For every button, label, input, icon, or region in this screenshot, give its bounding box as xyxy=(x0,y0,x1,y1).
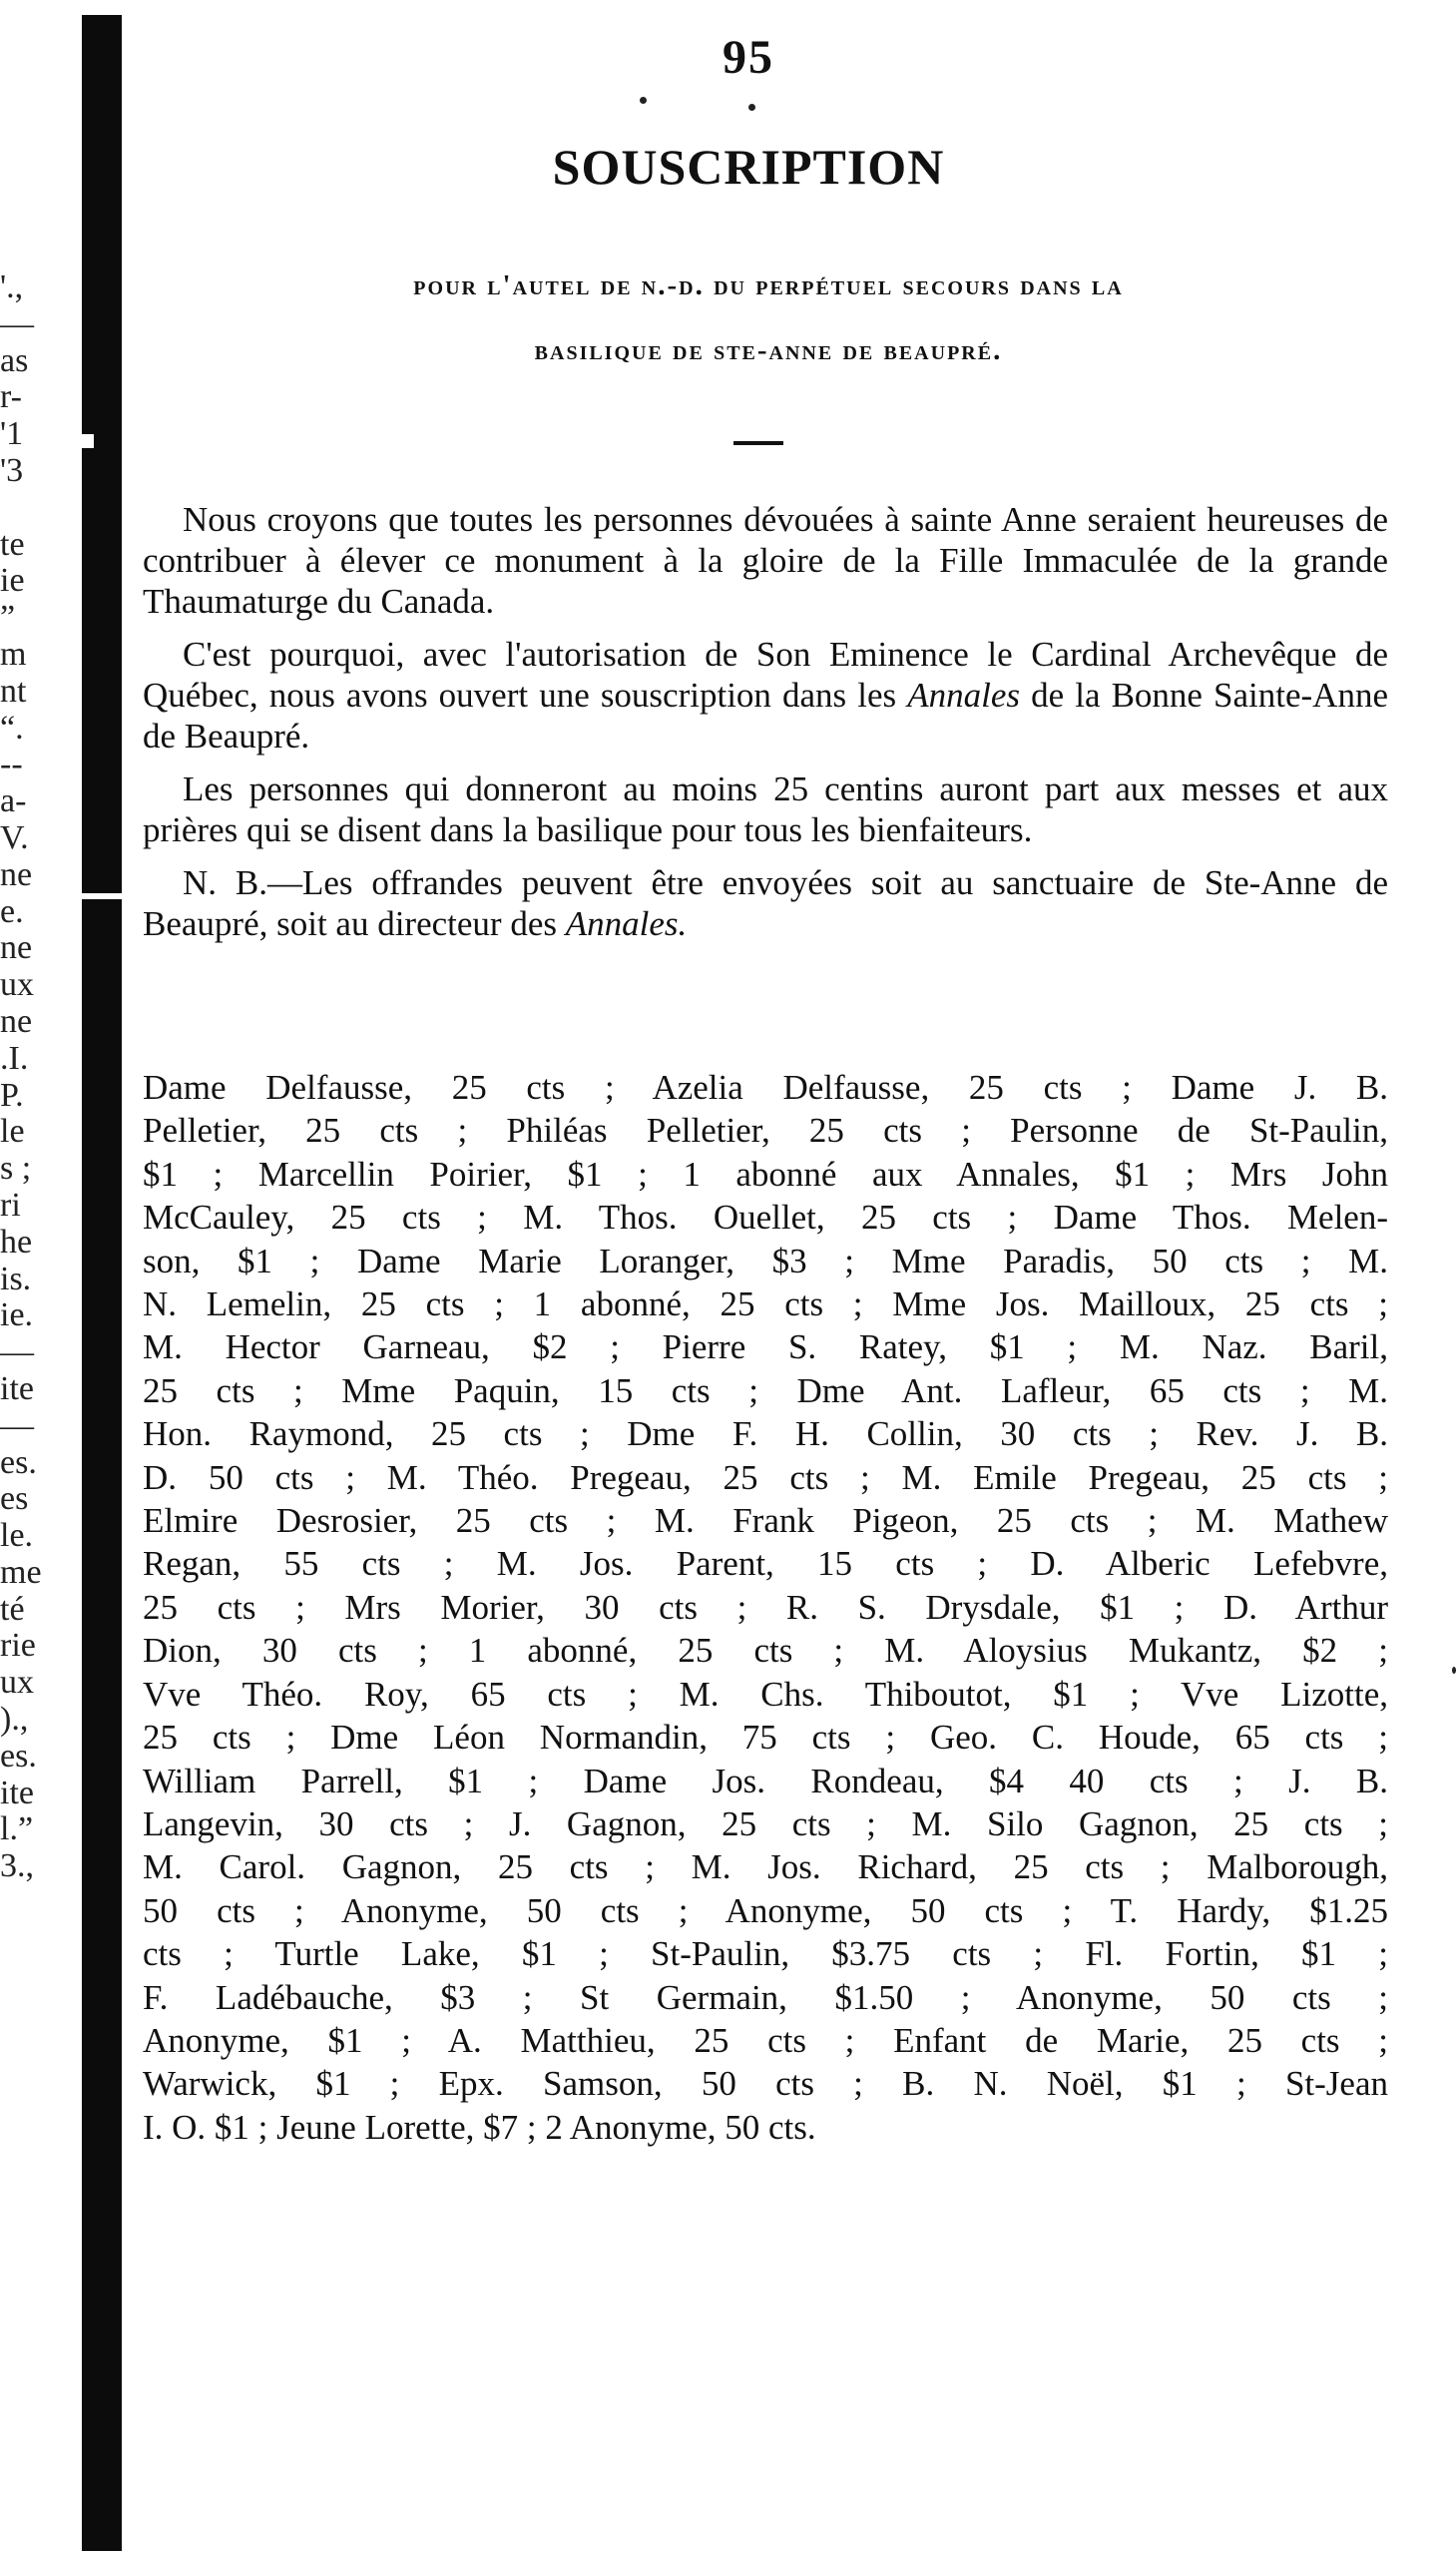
speck-mark xyxy=(640,97,647,104)
margin-fragment: ite xyxy=(0,1370,34,1407)
annales-italic: Annales xyxy=(907,676,1020,715)
margin-fragment: — xyxy=(0,305,34,342)
margin-fragment: es. xyxy=(0,1738,37,1775)
intro-text xyxy=(143,499,1388,956)
margin-fragment: rie xyxy=(0,1628,36,1665)
donor-line: Pelletier, 25 cts ; Philéas Pelletier, 25 cts ; Personne de St-Paulin, xyxy=(143,1111,1388,1151)
annales-italic: Annales. xyxy=(565,904,688,943)
donor-line: cts ; Turtle Lake, $1 ; St-Paulin, $3.75 cts ; Fl. Fortin, $1 ; xyxy=(143,1934,1388,1974)
donor-line: Anonyme, $1 ; A. Matthieu, 25 cts ; Enfant de Marie, 25 cts ; xyxy=(143,2020,1388,2060)
previous-page-margin-fragments xyxy=(0,269,80,1885)
margin-fragment: ne xyxy=(0,856,33,893)
donor-line: Warwick, $1 ; Epx. Samson, 50 cts ; B. N. Noël, $1 ; St-Jean xyxy=(143,2064,1388,2104)
margin-fragment: ux xyxy=(0,1665,34,1702)
margin-fragment: P. xyxy=(0,1077,24,1114)
margin-fragment: a- xyxy=(0,783,27,820)
margin-fragment: — xyxy=(0,1334,34,1371)
margin-fragment: nt xyxy=(0,673,27,710)
margin-fragment: as xyxy=(0,342,29,379)
donor-line: Dame Delfausse, 25 cts ; Azelia Delfausse, 25 cts ; Dame J. B. xyxy=(143,1068,1388,1107)
donor-line: $1 ; Marcellin Poirier, $1 ; 1 abonné aux Annales, $1 ; Mrs John xyxy=(143,1154,1388,1194)
donor-line: son, $1 ; Dame Marie Loranger, $3 ; Mme Paradis, 50 cts ; M. xyxy=(143,1241,1388,1280)
margin-fragment: “. xyxy=(0,710,24,747)
donor-line: McCauley, 25 cts ; M. Thos. Ouellet, 25 cts ; Dame Thos. Melen- xyxy=(143,1198,1388,1238)
margin-fragment: ” xyxy=(0,600,16,637)
donor-line: D. 50 cts ; M. Théo. Pregeau, 25 cts ; M. Emile Pregeau, 25 cts ; xyxy=(143,1457,1388,1497)
donor-line: Langevin, 30 cts ; J. Gagnon, 25 cts ; M. Silo Gagnon, 25 cts ; xyxy=(143,1803,1388,1843)
donor-line: Dion, 30 cts ; 1 abonné, 25 cts ; M. Aloysius Mukantz, $2 ; xyxy=(143,1631,1388,1671)
page-gutter-shadow xyxy=(82,15,122,2551)
margin-fragment: -- xyxy=(0,747,23,783)
margin-fragment: s ; xyxy=(0,1151,32,1188)
intro-paragraph: Nous croyons que toutes les personnes dévouées à sainte Anne seraient heureuses de contribuer à élever ce monument à la gloire de la Fille Immaculée de la grande Thaumaturge du Canada. xyxy=(143,500,1388,621)
margin-fragment: V. xyxy=(0,819,29,856)
donor-line: F. Ladébauche, $3 ; St Germain, $1.50 ; Anonyme, 50 cts ; xyxy=(143,1977,1388,2017)
margin-fragment: he xyxy=(0,1224,33,1261)
margin-fragment: ite xyxy=(0,1775,34,1811)
margin-fragment: ne xyxy=(0,930,33,967)
donor-line: M. Carol. Gagnon, 25 cts ; M. Jos. Richard, 25 cts ; Malborough, xyxy=(143,1847,1388,1887)
margin-fragment: le xyxy=(0,1114,25,1151)
donor-line: Hon. Raymond, 25 cts ; Dme F. H. Collin, 30 cts ; Rev. J. B. xyxy=(143,1414,1388,1454)
margin-fragment: es. xyxy=(0,1444,37,1481)
donor-line: 25 cts ; Mme Paquin, 15 cts ; Dme Ant. Lafleur, 65 cts ; M. xyxy=(143,1370,1388,1410)
speck-mark xyxy=(1452,1667,1456,1674)
margin-fragment: té xyxy=(0,1591,25,1628)
margin-fragment: l.” xyxy=(0,1811,34,1848)
margin-fragment: te xyxy=(0,526,25,563)
margin-fragment: e. xyxy=(0,893,24,930)
margin-fragment: '., xyxy=(0,269,24,305)
margin-fragment xyxy=(0,490,80,527)
donor-line: 25 cts ; Mrs Morier, 30 cts ; R. S. Drysdale, $1 ; D. Arthur xyxy=(143,1587,1388,1627)
page-title: SOUSCRIPTION xyxy=(552,139,945,195)
margin-fragment: m xyxy=(0,636,27,673)
margin-fragment: le. xyxy=(0,1518,34,1555)
margin-fragment: ie xyxy=(0,563,25,600)
donor-line: 50 cts ; Anonyme, 50 cts ; Anonyme, 50 cts ; T. Hardy, $1.25 xyxy=(143,1890,1388,1930)
section-divider xyxy=(733,441,783,445)
margin-fragment: is. xyxy=(0,1261,32,1297)
subtitle-line: pour l'autel de n.-d. du perpétuel secours dans la xyxy=(413,269,1124,301)
margin-fragment: 3., xyxy=(0,1848,34,1885)
margin-fragment: '1 xyxy=(0,416,24,453)
margin-fragment: me xyxy=(0,1554,42,1591)
intro-paragraph: N. B.—Les offrandes peuvent être envoyées soit au sanctuaire de Ste-Anne de Beaupré, soit au directeur des Annales. xyxy=(143,863,1388,943)
intro-paragraph: Les personnes qui donneront au moins 25 centins auront part aux messes et aux prières qui se disent dans la basilique pour tous les bienfaiteurs. xyxy=(143,769,1388,849)
donor-line: Elmire Desrosier, 25 cts ; M. Frank Pigeon, 25 cts ; M. Mathew xyxy=(143,1501,1388,1541)
margin-fragment: r- xyxy=(0,379,22,416)
donor-line: M. Hector Garneau, $2 ; Pierre S. Ratey, $1 ; M. Naz. Baril, xyxy=(143,1327,1388,1367)
subtitle-line: basilique de ste-anne de beaupré. xyxy=(534,334,1003,366)
intro-paragraph: C'est pourquoi, avec l'autorisation de Son Eminence le Cardinal Archevêque de Québec, nous avons ouvert une souscription dans les Annales de la Bonne Sainte-Anne de Beaupré. xyxy=(143,635,1388,756)
donor-line: Vve Théo. Roy, 65 cts ; M. Chs. Thiboutot, $1 ; Vve Lizotte, xyxy=(143,1674,1388,1714)
margin-fragment: es xyxy=(0,1481,29,1518)
donor-line: N. Lemelin, 25 cts ; 1 abonné, 25 cts ; Mme Jos. Mailloux, 25 cts ; xyxy=(143,1284,1388,1324)
margin-fragment: )., xyxy=(0,1702,29,1739)
margin-fragment: ri xyxy=(0,1187,21,1224)
donor-line: 25 cts ; Dme Léon Normandin, 75 cts ; Geo. C. Houde, 65 cts ; xyxy=(143,1718,1388,1758)
donor-list xyxy=(143,1066,1388,2149)
margin-fragment: ne xyxy=(0,1003,33,1040)
donor-line: William Parrell, $1 ; Dame Jos. Rondeau, $4 40 cts ; J. B. xyxy=(143,1761,1388,1800)
donor-line: I. O. $1 ; Jeune Lorette, $7 ; 2 Anonyme, 50 cts. xyxy=(143,2107,816,2147)
page-number: 95 xyxy=(723,31,774,84)
margin-fragment: — xyxy=(0,1407,34,1444)
margin-fragment: ie. xyxy=(0,1297,34,1334)
margin-fragment: '3 xyxy=(0,452,24,489)
speck-mark xyxy=(748,104,755,111)
donor-line: Regan, 55 cts ; M. Jos. Parent, 15 cts ; D. Alberic Lefebvre, xyxy=(143,1544,1388,1584)
margin-fragment: ux xyxy=(0,967,34,1004)
margin-fragment: .I. xyxy=(0,1040,29,1077)
